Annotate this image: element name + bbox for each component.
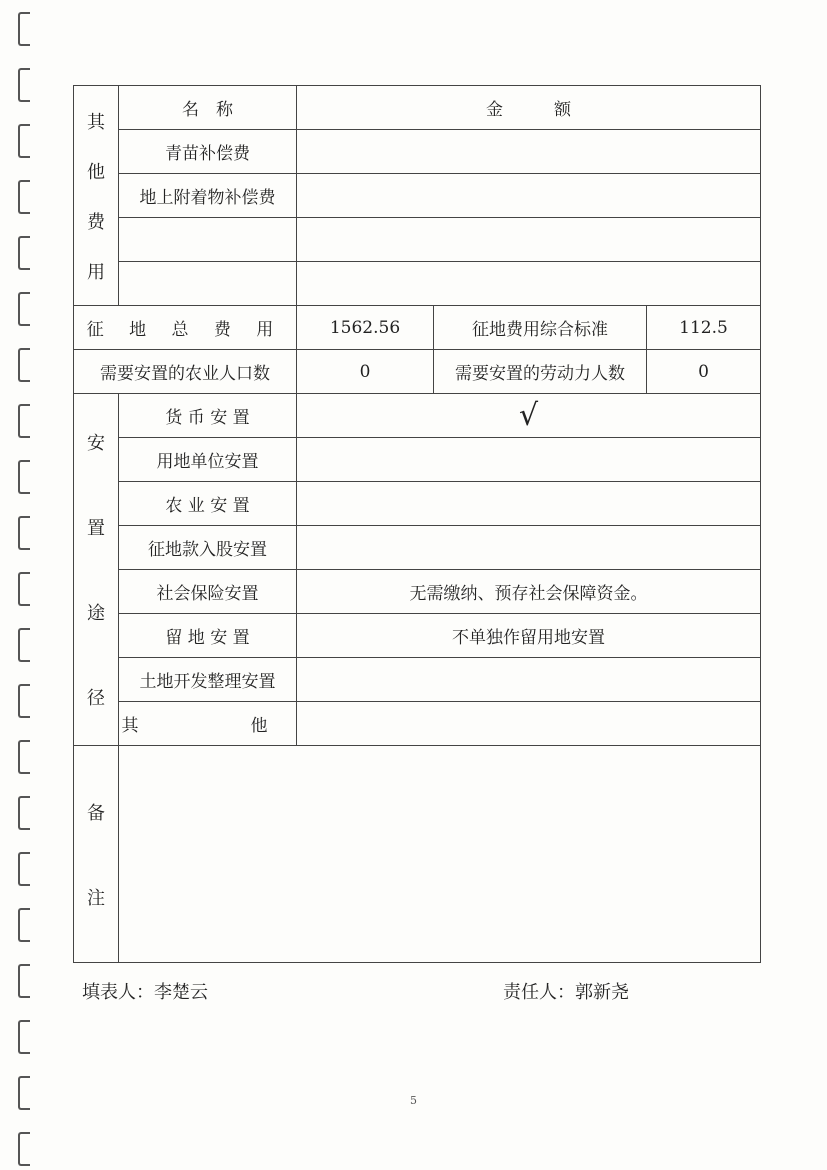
- fee-amount-cell: [297, 174, 761, 218]
- land-acquisition-form: [73, 85, 761, 963]
- resettlement-value-cell: [297, 526, 761, 570]
- fee-name-cell: [119, 218, 297, 262]
- resettlement-name-cell: 留 地 安 置: [119, 614, 297, 658]
- fee-amount-cell: [297, 218, 761, 262]
- resettlement-name-cell: 农 业 安 置: [119, 482, 297, 526]
- col-header-amount: 金 额: [297, 86, 761, 130]
- resettlement-value-cell: [297, 702, 761, 746]
- page-number: 5: [410, 1094, 417, 1107]
- fee-name-cell: 地上附着物补偿费: [119, 174, 297, 218]
- resettlement-value-cell: 不单独作留用地安置: [297, 614, 761, 658]
- resettlement-name-cell: 其 他: [119, 702, 297, 746]
- resettlement-name-cell: 货 币 安 置: [119, 394, 297, 438]
- resettlement-value-cell: [297, 658, 761, 702]
- standard-label: 征地费用综合标准: [434, 306, 647, 350]
- col-header-name: 名 称: [119, 86, 297, 130]
- farm-population-label: 需要安置的农业人口数: [74, 350, 297, 394]
- resettlement-value-cell: [297, 438, 761, 482]
- form-filler: 填表人：李楚云: [82, 982, 208, 1003]
- fee-name-cell: 青苗补偿费: [119, 130, 297, 174]
- resettlement-value-cell: 无需缴纳、预存社会保障资金。: [297, 570, 761, 614]
- resettlement-name-cell: 社会保险安置: [119, 570, 297, 614]
- labor-count-value: 0: [647, 350, 761, 394]
- other-fees-side-label: 其 他 费 用: [74, 86, 119, 306]
- remarks-content: [119, 746, 761, 963]
- check-mark-cell: [297, 394, 761, 438]
- resettlement-name-cell: 征地款入股安置: [119, 526, 297, 570]
- resettlement-name-cell: 用地单位安置: [119, 438, 297, 482]
- remarks-side-label: 备 注: [74, 746, 119, 963]
- labor-count-label: 需要安置的劳动力人数: [434, 350, 647, 394]
- fee-amount-cell: [297, 262, 761, 306]
- resettlement-side-label: 安 置 途 径: [74, 394, 119, 746]
- resettlement-name-cell: 土地开发整理安置: [119, 658, 297, 702]
- farm-population-value: 0: [297, 350, 434, 394]
- resettlement-value-cell: [297, 482, 761, 526]
- total-fee-label: 征 地 总 费 用: [74, 306, 297, 350]
- fee-name-cell: [119, 262, 297, 306]
- responsible-person: 责任人：郭新尧: [503, 982, 629, 1003]
- total-fee-value: 1562.56: [297, 306, 434, 350]
- check-mark-icon: √: [518, 397, 539, 433]
- standard-value: 112.5: [647, 306, 761, 350]
- fee-amount-cell: [297, 130, 761, 174]
